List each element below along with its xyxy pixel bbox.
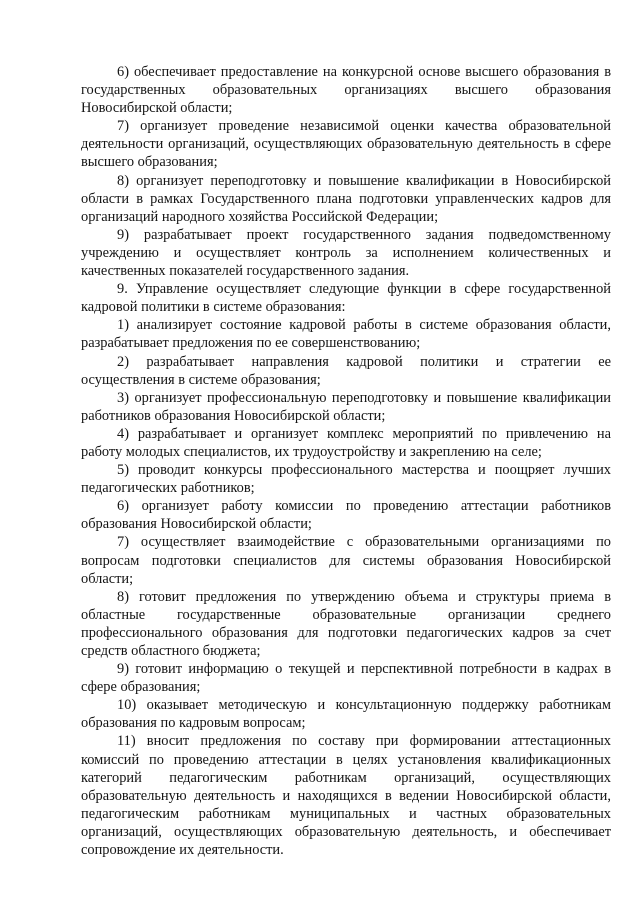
paragraph-3-professional-retraining: 3) организует профессиональную переподготовку и повышение квалификации работников образования Новосибирской области; bbox=[81, 389, 611, 424]
paragraph-9-state-assignment: 9) разрабатывает проект государственного задания подведомственному учреждению и осуществляет контроль за исполнением количественных и качественных показателей государственного задания. bbox=[81, 226, 611, 280]
document-page bbox=[81, 63, 611, 859]
paragraph-1-analysis: 1) анализирует состояние кадровой работы в системе образования области, разрабатывает предложения по ее совершенствованию; bbox=[81, 317, 611, 352]
paragraph-10-methodical-support: 10) оказывает методическую и консультационную поддержку работникам образования по кадровым вопросам; bbox=[81, 697, 611, 732]
paragraph-8-admission-proposals: 8) готовит предложения по утверждению объема и структуры приема в областные государственные образовательные организации среднего профессионального образования для подготовки педагогических кадров за счет средств областного бюджета; bbox=[81, 588, 611, 659]
paragraph-7-cooperation: 7) осуществляет взаимодействие с образовательными организациями по вопросам подготовки специалистов для системы образования Новосибирской области; bbox=[81, 534, 611, 587]
section-9-heading: 9. Управление осуществляет следующие функции в сфере государственной кадровой политики в системе образования: bbox=[81, 281, 611, 316]
paragraph-2-policy: 2) разрабатывает направления кадровой политики и стратегии ее осуществления в системе образования; bbox=[81, 353, 611, 388]
paragraph-7-quality-assessment: 7) организует проведение независимой оценки качества образовательной деятельности организаций, осуществляющих образовательную деятельность в сфере высшего образования; bbox=[81, 118, 611, 171]
paragraph-6-higher-education: 6) обеспечивает предоставление на конкурсной основе высшего образования в государственных образовательных организациях высшего образования Новосибирской области; bbox=[81, 64, 611, 117]
paragraph-6-attestation-commission: 6) организует работу комиссии по проведению аттестации работников образования Новосибирской области; bbox=[81, 498, 611, 533]
paragraph-9-staffing-needs: 9) готовит информацию о текущей и перспективной потребности в кадрах в сфере образования; bbox=[81, 661, 611, 696]
paragraph-4-young-specialists: 4) разрабатывает и организует комплекс мероприятий по привлечению на работу молодых специалистов, их трудоустройству и закреплению на селе; bbox=[81, 425, 611, 460]
paragraph-5-competitions: 5) проводит конкурсы профессионального мастерства и поощряет лучших педагогических работников; bbox=[81, 462, 611, 497]
paragraph-11-attestation-proposals: 11) вносит предложения по составу при формировании аттестационных комиссий по проведению аттестации в целях установления квалификационных категорий педагогическим работникам организаций, осуществляющих образовательную деятельность и находящихся в ведении Новосибирской области, педагогическим работникам муниципальных и частных образовательных организаций, осуществляющих образовательную деятельность, и обеспечивает сопровождение их деятельности. bbox=[81, 733, 611, 859]
paragraph-8-retraining: 8) организует переподготовку и повышение квалификации в Новосибирской области в рамках Государственного плана подготовки управленческих кадров для организаций народного хозяйства Российской Федерации; bbox=[81, 172, 611, 225]
